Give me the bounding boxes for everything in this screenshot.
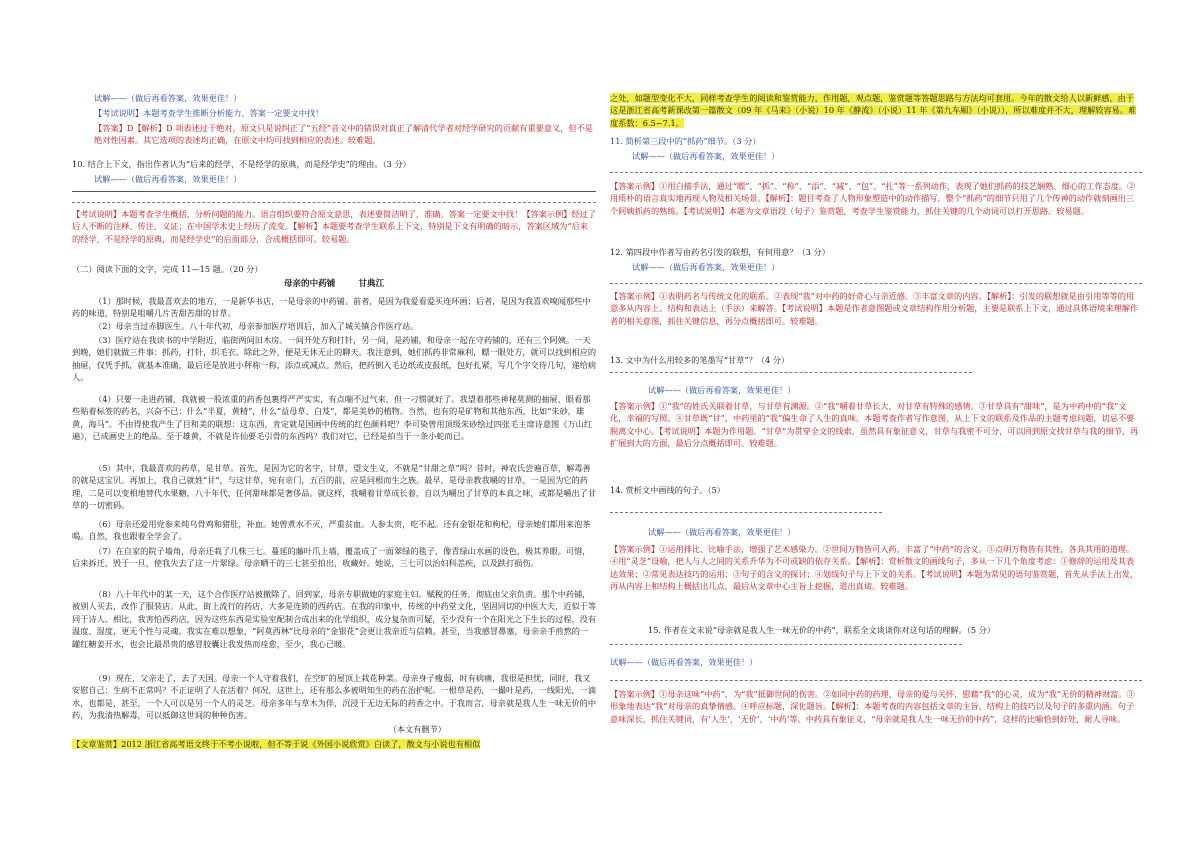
- answer-line: [610, 283, 1142, 284]
- answer-block-14: 【答案示例】①运用排比、比喻手法，增强了艺术感染力。②世间万物皆可入药，丰富了“中药”的含义。③点明万物皆有其性，各具其用的道理。④用“灵芝”设喻，把人与人之间的关系升华为不可或缺的依存关系。【解析】：赏析散文的画线句子，多从一下几个角度考虑：①修辞的运用及其表达效果；②常见表达技巧的运用；③句子的含义的探讨；④划线句子与上下文的关系。【考试说明】本题为常见的语句鉴赏题，首先从手法上出发，再从内容上和结构上概括出几点，最后从文章中心主旨上挖掘，道出真谛。较难题。: [610, 544, 1139, 592]
- try-solve-prompt: 试解——（做后再看答案，效果更佳！）: [632, 262, 780, 272]
- essay-heading: [72, 278, 596, 291]
- answer-block-11: 【答案示例】①用白描手法，通过“瞟”、“抓”、“称”、“添”、“减”、“包”、“扎”等一系列动作，表现了她们抓药的技艺娴熟、细心的工作态度。②用质朴的语言真实地再现人物及相关场景。【解析】：题目考查了人物形象塑造中的动作描写，整个“抓药”的细节只用了几个传神的动作就刻画出三个阿姨抓药的熟练。【考试说明】本题为文章语段（句子）鉴赏题，考查学生鉴赏能力，抓住关键的几个动词可以打开思路。较易题。: [610, 181, 1136, 216]
- section-intro: （二）阅读下面的文字，完成 11—15 题。（20 分）: [72, 264, 263, 274]
- answer-block-13: 【答案示例】①“我”的姓氏关联着甘草，与甘草有渊源。②“我”嚼着甘草长大，对甘草有特殊的感情。③甘草具有“甜味”，是为中药中的“我”文化，幸福的写照。④甘草既“甘”，中药里的“我”偏生命了人生的真味。本题考查作者写作意图，从上下文的联系及作品的主题考虑问题，切忌不要脱离文中心。【考试说明】本题为作用题。“甘草”为贯穿全文的线索，虽然具有象征意义，甘草与我密不可分，可以回到原文找甘草与我的细节，再扩展到大的方面，最后分点概括即可。较难题。: [610, 401, 1139, 449]
- question-11: 11. 简析第三段中的“抓药”细节。（3 分）: [610, 136, 761, 146]
- essay-paragraph: （5）其中，我最喜欢的药草，是甘草。首先，是因为它的名字，甘草，望文生义，不就是“甘甜之草”吗？昔时，神农氏尝遍百草，解毒善的就是这宝贝。再加上，我自己就姓“甘”，与这甘草，宛有亲门，五百的前，应是同根而生之族。最早，是母亲教我嚼的甘草，一是因为它的药理，二是可以变相地替代水果糖，八十年代，任何甜味都是奢侈品。就这样，我嚼着甘草成长着，自以为嚼出了甘草的本真之味，或都是嚼出了甘草的一切密码。: [72, 463, 597, 511]
- abridged-note: （本文有删节）: [388, 724, 446, 734]
- answer-line: [610, 680, 1142, 681]
- answer-line: [610, 372, 972, 373]
- try-solve-prompt: 试解——（做后再看答案，效果更佳！）: [648, 527, 796, 537]
- question-10: 10. 结合上下文，指出作者认为“后来的经学，不是经学的原典，而是经学史”的理由。（3 分）: [72, 159, 411, 169]
- answer-block: 【答案】D【解析】D 项表述过于绝对，原文只是说纠正了“五经”音义中的错误对真正了解清代学者对经学研究的贡献有重要意义，但不是绝对性因素。其它选项的表述均正确，在原文中均可找到相应的表述。较难题。: [94, 123, 593, 146]
- question-15: 15. 作者在文末说“母亲就是我人生一味无价的中药”，联系全文谈谈你对这句话的理解。（5 分）: [648, 625, 996, 635]
- highlighted-text: 之处，如题型变化不大，同样考查学生的阅读和鉴赏能力，作用题，观点题，鉴赏题等答题思路与方法均可套用。今年的散文给人以新鲜感，由于这是浙江省高考新课改第一篇散文（09 年《马来》（小说）10 年《静流》（小说）11 年《第九车厢》（小说）），所以难度并不大，理解较容易。难度系数：6.5~7.1。: [610, 93, 1137, 128]
- appreciation-start: [72, 738, 596, 750]
- question-14: 14. 赏析文中画线的句子。（5）: [610, 485, 725, 495]
- try-solve-prompt: 试解——（做后再看答案，效果更佳！）: [94, 93, 242, 103]
- appreciation-continued: [610, 92, 1142, 129]
- try-solve-prompt: 试解——（做后再看答案，效果更佳！）: [648, 385, 796, 395]
- question-12: 12. 第四段中作者写由药名引发的联想，有何用意？（3 分）: [610, 247, 830, 257]
- essay-author: 甘典江: [358, 279, 385, 289]
- essay-paragraph-underlined: （9）现在，父亲走了，去了天国。母亲一个人守着我们，在空旷的屋顶上栽花种菜。母亲身子瘦弱，时有病痛，我很是担忧，同时，我又安慰自己：生病不正常吗？不正证明了人在活着？何况，这世上，还有那么多被明知生的药在治护呢。一根草是药，一撮叶是药，一线阳光，一滴水，也都是，甚至，一个人可以是另一个人的灵芝。母亲多年与草木为伴，沉浸于无边无际的药香之中。于我而言，母亲就是我人生一味无价的中药，为我清热解毒，可以抵御这世间的种种伤害。: [72, 673, 597, 721]
- try-solve-prompt: 试解——（做后再看答案，效果更佳！）: [632, 151, 780, 161]
- answer-line: [610, 512, 882, 513]
- divider: [72, 191, 596, 192]
- answer-block-15: 【答案示例】①母亲这味“中药”，为“我”抵御世间的伤害。②如同中药的药理，母亲的爱与关怀，慰藉“我”的心灵，成为“我”无价的精神财富。③形象地表达“我”对母亲的真挚情感。④呼应标题，深化题旨。【解析】：本题考查的内容包括文章的主旨、结构上的技巧以及句子的多重内涵。句子意味深长，抓住关键词，有‘人生’，‘无价’，‘中药’等。中药具有象征义，“母亲就是我人生一味无价的中药”，这样的比喻恰到好处，耐人寻味。: [610, 689, 1135, 724]
- highlighted-text: 【文章鉴赏】2012 浙江省高考语文终于不考小说啦，但不等于说《外国小说欣赏》白读了，散文与小说也有相似: [72, 739, 481, 749]
- essay-paragraph: （1）那时候，我最喜欢去的地方，一是新华书店，一是母亲的中药铺。前者，是因为我爱看爱买连环画；后者，是因为我喜欢嗅闻那些中药的味道，特别是咀嚼几片苦甜苦甜的甘草。: [72, 296, 591, 319]
- essay-paragraph: （6）母亲还爱用党参来炖乌骨鸡和猪肚，补血。她曾煮水不灭，严重贫血。人参太贵，吃不起。还有金银花和枸杞，母亲她们都用来泡茶喝。自然，我也跟着全学会了。: [72, 519, 591, 542]
- question-13: 13. 文中为什么用较多的笔墨写“甘草”？（4 分）: [610, 355, 790, 365]
- essay-paragraph: （7）在自家的院子墙角，母亲还栽了几株三七。蔓延的藤叶爪上墙，覆盖成了一面翠绿的毯子，像青绿山水画的设色，极其养眼。可惜，后来拆迁，毁于一旦，使我失去了这一片翠绿。母亲晒干的三七甚至拍出，收藏好。她说，三七可以治妇科恙疾，以及跌打损伤。: [72, 546, 591, 569]
- answer-line: [72, 202, 596, 203]
- exam-note: 【考试说明】本题考查学生推断分析能力。答案一定要文中找！: [94, 108, 324, 118]
- try-solve-prompt: 试解——（做后再看答案，效果更佳！）: [610, 657, 758, 667]
- try-solve-prompt: 试解——（做后再看答案，效果更佳！）: [94, 174, 242, 184]
- essay-paragraph: （3）医疗站在我读书的中学附近，临街两间旧木房。一间开处方和打针，另一间，是药铺。和母亲一起在守药铺的，还有三个阿姨。一天到晚，她们就做三件事：抓药，打针，织毛衣。除此之外，便是无休无止的聊天。我注意到，她们抓药非常麻利，瞟一眼处方，就可以找到相应的抽屉，仅凭手抓，就基本准确，最后还是放进小秤称一称，添点或减点。然后，把药倒入毛边纸或皮报纸，包好扎紧，写几个字交待几句，递给病人。: [72, 335, 597, 383]
- essay-paragraph: （4）只要一走进药铺，我就被一股浓重的药香包裹得严严实实，有点喘不过气来，但一刁惯就好了。我望着那些神秘莫测的抽屉，眼看那些贴着标签的药名，兴奋不已：什么“半夏，黄精”，什么“益母草、白芨”，都是美妙的植物。当然，也有的是矿物和其他东西，比如“朱砂，雄黄，海马”。不由得使我产生了目和美的联想：这东西，肯定就是国画中传统的红色颜料吧？李可染曾用顶级朱砂绘过四张毛主席诗意图《万山红遍》，已成画史上的绝品。至于雄黄，不就是许仙要毛引骨的东西吗？我们对它，已经是拍当于一条小蛇而已。: [72, 394, 593, 442]
- exam-note-block: 【考试说明】本题考查学生概括，分析问题的能力。语言组织要符合原文意思，表述要简洁明了，准确。答案一定要文中找！【答案示例】经过了后人不断的注释、传注、义证；在中国学术史上经历了流变。【解析】本题要考查学生联系上下文，特别是下文有明确的暗示，答案区域为“后来的经学，不是经学的原典，而是经学史”的后面部分，合成概括即可。较易题。: [72, 209, 597, 244]
- answer-line: [610, 644, 962, 645]
- essay-paragraph: （8）八十年代中的某一天，这个合作医疗站被撤除了。回到家，母亲专职做她的家庭主妇。赋税的任务，彻底由父亲负责。那个中药铺，被别人买去，改作了服装店。从此，街上流行的药店，大多是连锁的西药店。在我的印象中，传统的中药堂文化，坚固同切的中医大夫，近似于等同于诗人。相比，我害怕西药店，因为这些东西是实验室配制合成出来的化学组织，成分复杂而可疑，至少没有一个在阳光之下生长的过程，没有温度、湿度，更无个性与灵魂。我实在难以想象，“阿莫西林”比母亲的“金银花”会更让我亲近与信赖。甚至，当我感冒鼻塞，母亲亲手煎熬的一罐红糖姜开水，也会比最昂贵的感冒胶囊让我发热而痊愈，至少，我心已暖。: [72, 589, 597, 649]
- essay-paragraph: （2）母亲当过赤脚医生。八十年代初，母亲参加医疗培训后，加入了城关镇合作医疗站。: [94, 321, 419, 331]
- answer-line: [610, 172, 1142, 173]
- answer-block-12: 【答案示例】①表明药名与传统文化的联系。②表现“我”对中药的好奇心与亲近感。③丰富文章的内容。【解析】：引发的联想就是由引用等等的用意多从内容上、结构和表达上（手法）来解答。【考试说明】本题是作者意图题或文章结构作用分析题，主要是联系上下文，通过具体语境来理解作者的相关意图，抓住关键信息，再分点概括即可。较难题。: [610, 291, 1139, 326]
- essay-title: 母亲的中药铺: [283, 279, 336, 289]
